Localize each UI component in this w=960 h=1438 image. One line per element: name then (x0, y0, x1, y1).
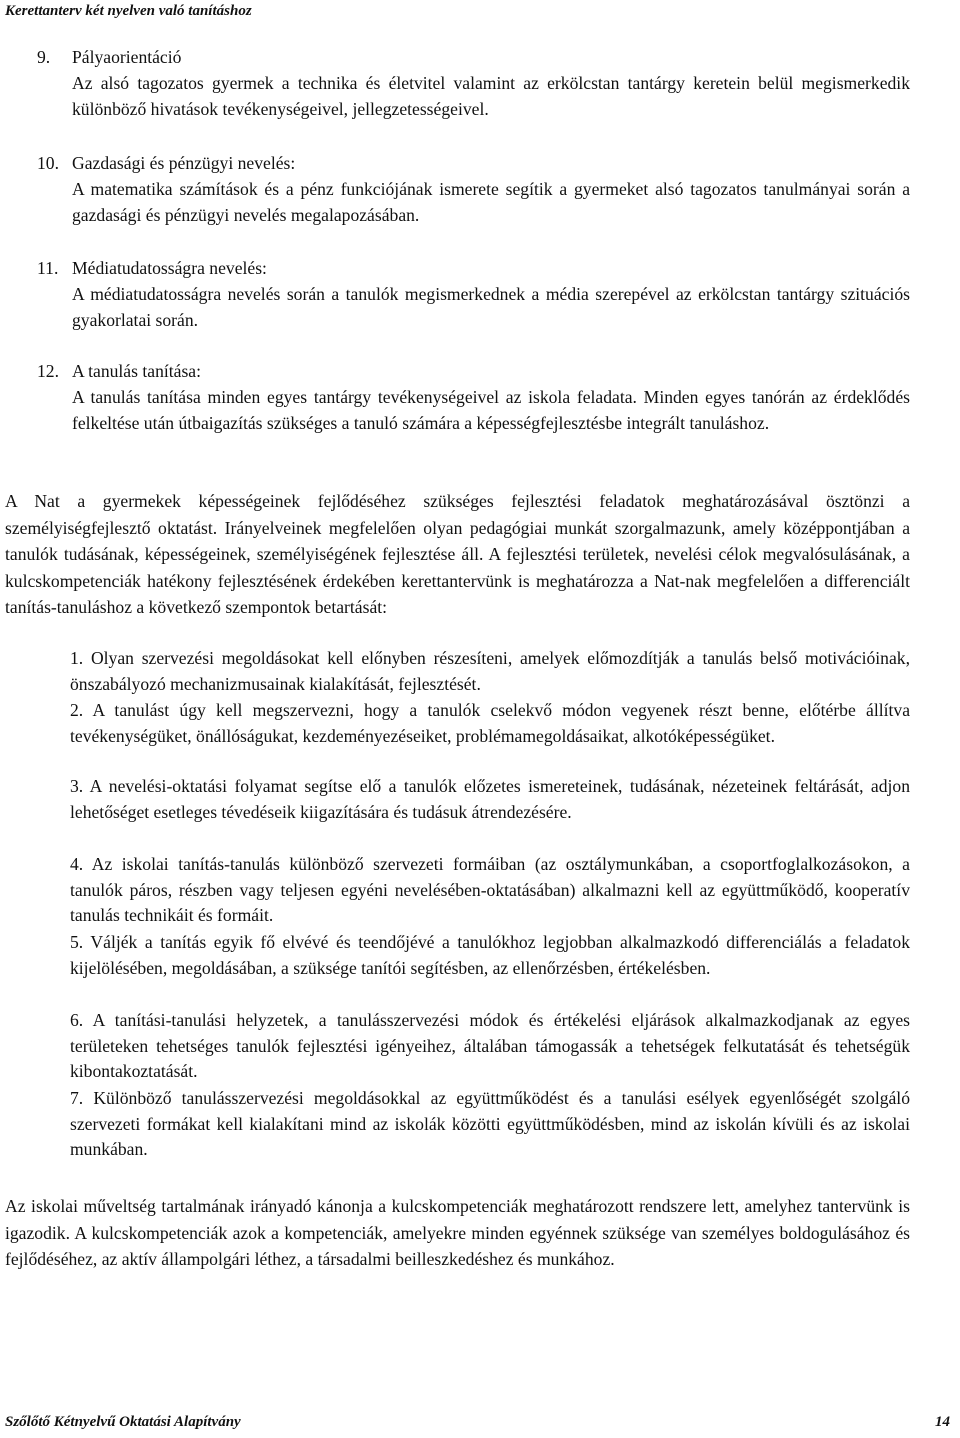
section-body: A tanulás tanítása minden egyes tantárgy tevékenységeivel az iskola feladata. Minden egyes tanórán az érdeklődés felkeltése után útbaigazítás szükséges a tanuló számára a képességfejlesztésbe integrált tanuláshoz. (72, 387, 910, 433)
section-economic-education (37, 150, 910, 228)
section-heading (37, 358, 910, 384)
section-number: 10. (37, 153, 59, 173)
main-paragraph: A Nat a gyermekek képességeinek fejlődéséhez szükséges fejlesztési feladatok meghatározásával ösztönzi a személyiségfejlesztő oktatást. Irányelveinek megfelelően olyan pedagógiai munkát szorgalmazunk, amely középpontjában a tanulók tudásának, képességeinek, személyiségének fejlesztése áll. A fejlesztési területek, nevelési célok megvalósulásának, a kulcskompetenciák hatékony fejlesztésének érdekében kerettantervünk is meghatározza a Nat-nak megfelelően a differenciált tanítás-tanuláshoz a következő szempontok betartását: (5, 491, 910, 617)
page-footer (5, 1414, 950, 1431)
section-body: A matematika számítások és a pénz funkciójának ismerete segítik a gyermeket alsó tagozatos tanulmányai során a gazdasági és pénzügyi nevelés megalapozásában. (72, 179, 910, 225)
page-number: 14 (935, 1414, 950, 1430)
section-number: 11. (37, 258, 59, 278)
section-media-literacy (37, 255, 910, 333)
section-body: A médiatudatosságra nevelés során a tanulók megismerkednek a média szerepével az erkölcstan tantárgy szituációs gyakorlatai során. (72, 284, 910, 330)
section-body: Az alsó tagozatos gyermek a technika és életvitel valamint az erkölcstan tantárgy keretein belül megismerkedik különböző hivatások tevékenységeivel, jellegzetességeivel. (72, 73, 910, 119)
list-item: 5. Váljék a tanítás egyik fő elvévé és teendőjévé a tanulókhoz legjobban alkalmazkodó differenciálás a feladatok kijelölésében, megoldásában, a szüksége tanítói segítésben, az ellenőrzésben, értékelésben. (70, 932, 910, 978)
section-heading (37, 44, 910, 70)
section-number: 9. (37, 47, 51, 67)
section-career-orientation (37, 44, 910, 122)
section-title: Médiatudatosságra nevelés: (72, 258, 267, 278)
list-item: 2. A tanulást úgy kell megszervezni, hogy a tanulók cselekvő módon vegyenek részt benne, előtérbe állítva tevékenységüket, önállóságukat, kezdeményezéseiket, problémamegoldásaikat, alkotóképességüket. (70, 700, 910, 746)
section-title: Gazdasági és pénzügyi nevelés: (72, 153, 296, 173)
section-heading (37, 150, 910, 176)
list-item: 7. Különböző tanulásszervezési megoldásokkal az együttműködést és a tanulási esélyek egyenlőségét szolgáló szervezeti formákat kell kialakítani mind az iskolák közötti együttműködésben, mind az iskolán kívüli és az iskolai munkában. (70, 1088, 910, 1159)
closing-paragraph: Az iskolai műveltség tartalmának irányadó kánonja a kulcskompetenciák meghatározott rendszere lett, amelyhez tantervünk is igazodik. A kulcskompetenciák azok a kompetenciák, amelyekre minden egyénnek szüksége van személyes boldogulásához és fejlődéséhez, az aktív állampolgári léthez, a társadalmi beilleszkedéshez és munkához. (5, 1196, 910, 1269)
page-header: Kerettanterv két nyelven való tanításhoz (5, 3, 252, 19)
list-item: 4. Az iskolai tanítás-tanulás különböző szervezeti formáiban (az osztálymunkában, a csoportfoglalkozásokon, a tanulók páros, részben vagy teljesen egyéni nevelésében-oktatásában) alkalmazni kell az együttműködő, kooperatív tanulás technikáit és formáit. (70, 854, 910, 925)
section-title: A tanulás tanítása: (72, 361, 201, 381)
footer-organization: Szőlőtő Kétnyelvű Oktatási Alapítvány (5, 1414, 241, 1430)
list-item: 1. Olyan szervezési megoldásokat kell előnyben részesíteni, amelyek előmozdítják a tanulás belső motivációinak, önszabályozó mechanizmusainak kialakítását, fejlesztését. (70, 648, 910, 694)
section-number: 12. (37, 361, 59, 381)
section-heading (37, 255, 910, 281)
section-title: Pályaorientáció (72, 47, 182, 67)
list-item: 3. A nevelési-oktatási folyamat segítse elő a tanulók előzetes ismereteinek, tudásának, nézeteinek feltárását, adjon lehetőséget esetleges tévedéseik kiigazítására és tudásuk átrendezésére. (70, 776, 910, 822)
list-item: 6. A tanítási-tanulási helyzetek, a tanulásszervezési módok és értékelési eljárások alkalmazkodjanak az egyes területeken tehetséges tanulók fejlesztési igényeihez, általában támogassák a tehetségek felkutatását és tehetségük kibontakoztatását. (70, 1010, 910, 1081)
section-learning-to-learn (37, 358, 910, 436)
